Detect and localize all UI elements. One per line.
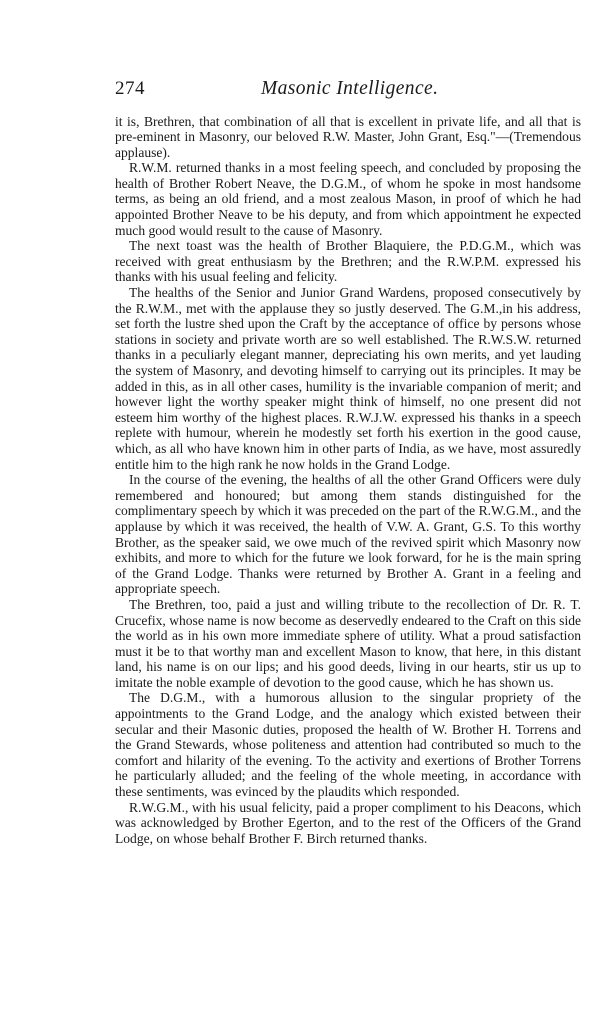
paragraph: The D.G.M., with a humorous allusion to the singular propriety of the appointments to the Grand Lodge, and the analogy which existed between their secular and their Masonic duties, proposed the health of W. Brother H. Torrens and the Grand Stewards, whose politeness and attention had contributed so much to the comfort and hilarity of the evening. To the activity and exertions of Brother Torrens he particularly alluded; and the feeling of the whole meeting, in accordance with these sentiments, was evinced by the plaudits which responded. [115, 690, 581, 800]
paragraph: R.W.G.M., with his usual felicity, paid a proper compliment to his Deacons, which was acknowledged by Brother Egerton, and to the rest of the Officers of the Grand Lodge, on whose behalf Brother F. Birch returned thanks. [115, 799, 581, 846]
paragraph: In the course of the evening, the healths of all the other Grand Officers were duly remembered and honoured; but among them stands distinguished for the complimentary speech by which it was preceded on the part of the R.W.G.M., and the applause by which it was received, the health of V.W. A. Grant, G.S. To this worthy Brother, as the speaker said, we owe much of the revived spirit which Masonry now exhibits, and more to which for the future we look forward, for he is the main spring of the Grand Lodge. Thanks were returned by Brother A. Grant in a feeling and appropriate speech. [115, 472, 581, 597]
paragraph: R.W.M. returned thanks in a most feeling speech, and concluded by proposing the health of Brother Robert Neave, the D.G.M., of whom he spoke in most handsome terms, as being an old friend, and a most zealous Mason, in proof of which he had appointed Brother Neave to be his deputy, and from which appointment he expected much good would result to the cause of Masonry. [115, 160, 581, 238]
paragraph: The Brethren, too, paid a just and willing tribute to the recollection of Dr. R. T. Crucefix, whose name is now become as deservedly endeared to the Craft on this side the world as in his own more immediate sphere of utility. What a proud satisfaction must it be to that worthy man and excellent Mason to know, that here, in this distant land, his name is on our lips; and his good deeds, living in our hearts, stir us up to imitate the noble example of devotion to the good cause, which he has shown us. [115, 596, 581, 690]
paragraph: The healths of the Senior and Junior Grand Wardens, proposed consecutively by the R.W.M., met with the applause they so justly deserved. The G.M.,in his address, set forth the lustre shed upon the Craft by the acceptance of office by persons whose stations in society and private worth are so well established. The R.W.S.W. returned thanks in a peculiarly elegant manner, depreciating his own merits, and yet lauding the system of Masonry, and devoting himself to carrying out its principles. It may be added in this, as in all other cases, humility is the invariable companion of merit; and however light the worthy speaker might think of himself, no one present did not esteem him worthy of the highest places. R.W.J.W. expressed his thanks in a speech replete with humour, wherein he modestly set forth his exertion in the good cause, which, as all who have known him in other parts of India, as we have, most assuredly entitle him to the high rank he now holds in the Grand Lodge. [115, 285, 581, 472]
page-number: 274 [115, 78, 145, 99]
running-title: Masonic Intelligence. [261, 78, 439, 99]
paragraph: it is, Brethren, that combination of all that is excellent in private life, and all that is pre-eminent in Masonry, our beloved R.W. Master, John Grant, Esq."—(Tremendous applause). [115, 113, 581, 160]
page-header [115, 78, 581, 104]
paragraph: The next toast was the health of Brother Blaquiere, the P.D.G.M., which was received with great enthusiasm by the Brethren; and the R.W.P.M. expressed his thanks with his usual feeling and felicity. [115, 238, 581, 285]
article-body [115, 114, 581, 847]
